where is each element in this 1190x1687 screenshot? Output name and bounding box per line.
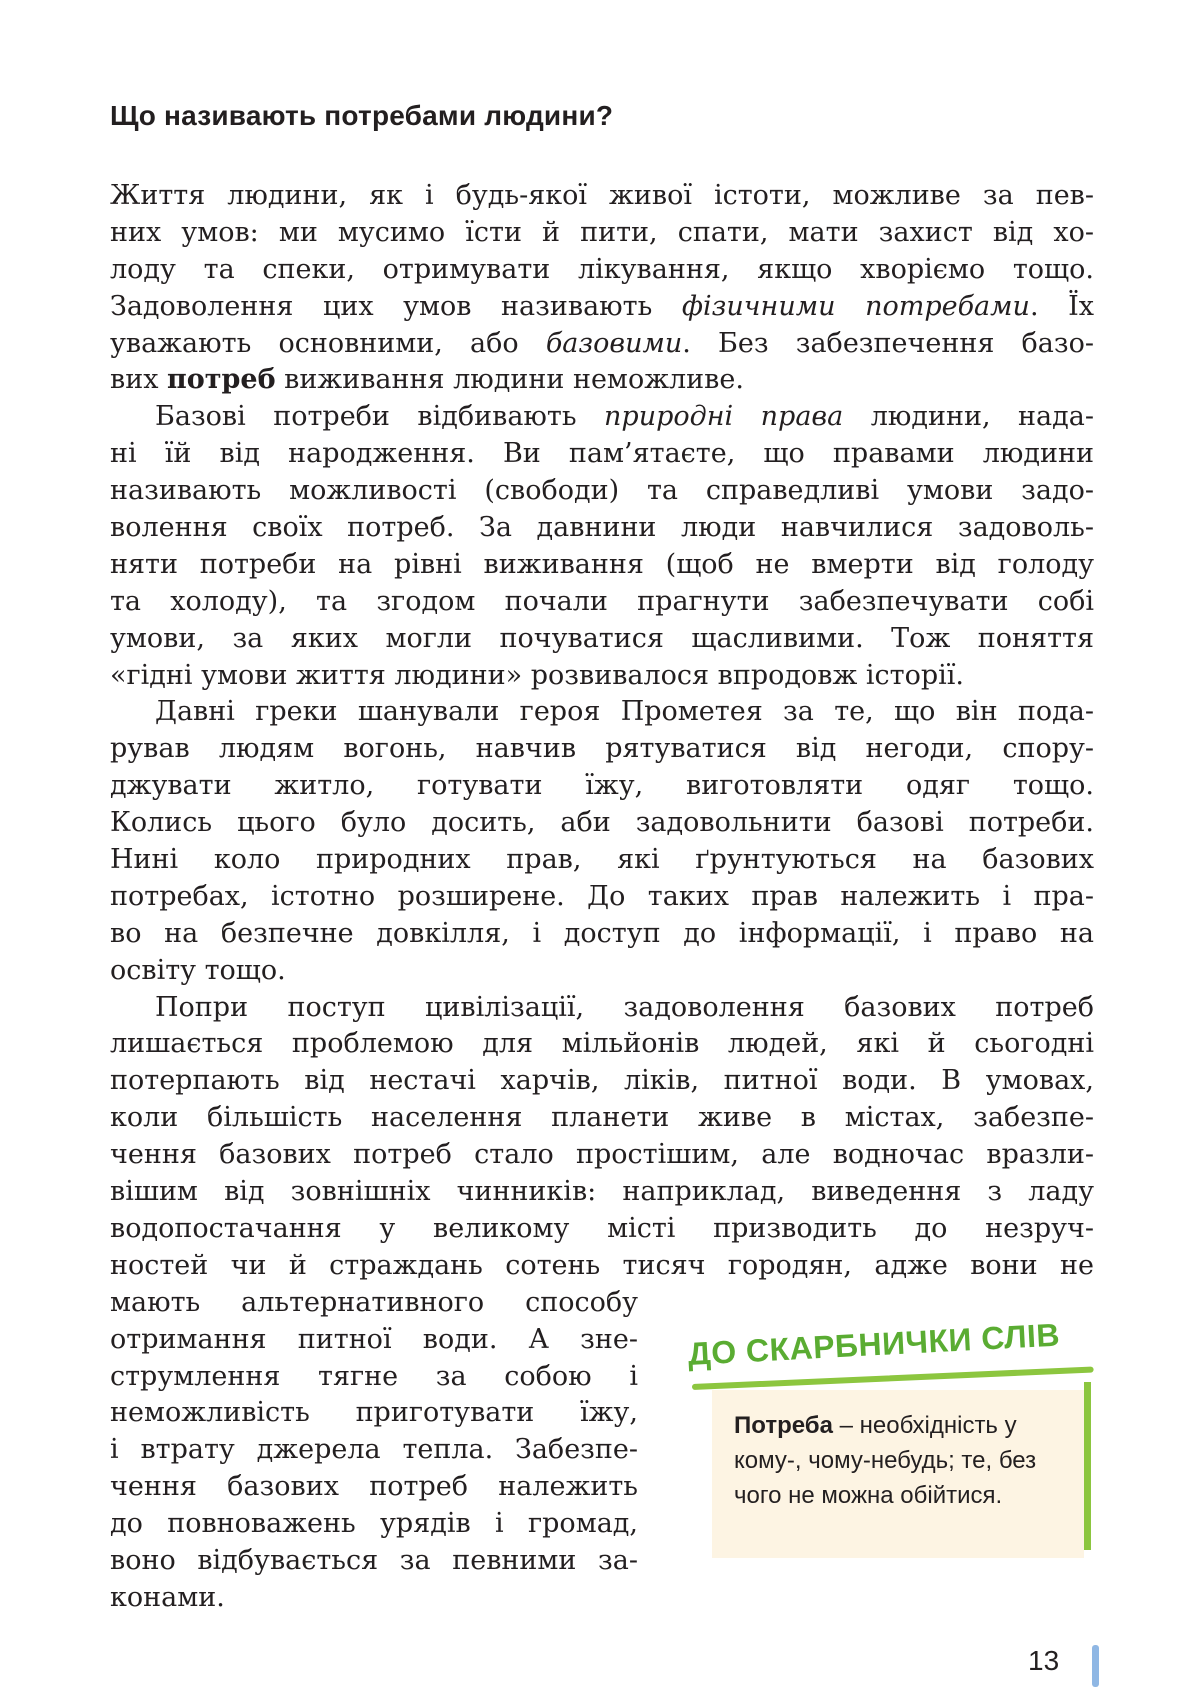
text-line: струмлення тягне за собою і: [110, 1360, 638, 1392]
text-line: Колись цього було досить, аби задовольнити базові потреби.: [110, 807, 1094, 839]
text-line: [110, 326, 1094, 363]
text-line: волення своїх потреб. За давнини люди навчилися задоволь-: [110, 512, 1094, 544]
text-line: освіту тощо.: [110, 954, 286, 986]
bold-term: потреб: [167, 364, 276, 396]
text-line: отримання питної води. А зне-: [110, 1323, 638, 1355]
text-line: рував людям вогонь, навчив рятуватися від негоди, спору-: [110, 733, 1094, 765]
glossary-divider: [692, 1366, 1094, 1390]
italic-term: фізичними потребами: [681, 290, 1030, 322]
text-run: Задоволення цих умов називають: [110, 290, 682, 322]
text-line: і втрату джерела тепла. Забезпе-: [110, 1434, 638, 1466]
text-line: [110, 289, 1094, 326]
text-line: та холоду), та згодом почали прагнути забезпечувати собі: [110, 585, 1094, 617]
text-run: . Їх: [1029, 290, 1094, 322]
text-run: уважають основними, або: [110, 327, 546, 359]
text-line: [110, 399, 1094, 436]
text-line: лишається проблемою для мільйонів людей, які й сьогодні: [110, 1028, 1094, 1060]
italic-term: базовими: [545, 327, 683, 359]
text-line: во на безпечне довкілля, і доступ до інформації, і право на: [110, 917, 1094, 949]
text-run: людини, нада-: [843, 401, 1094, 433]
page-number: 13: [1028, 1645, 1060, 1676]
glossary-term: Потреба: [734, 1412, 833, 1439]
text-line: «гідні умови життя людини» розвивалося впродовж історії.: [110, 659, 964, 691]
section-heading: Що називають потребами людини?: [110, 100, 614, 131]
text-line: мають альтернативного способу: [110, 1286, 638, 1318]
text-line: чення базових потреб належить: [110, 1471, 638, 1503]
page-marker: [1092, 1645, 1099, 1687]
text-line: Нині коло природних прав, які ґрунтуються на базових: [110, 844, 1094, 876]
text-line: лоду та спеки, отримувати лікування, якщо хворіємо тощо.: [110, 253, 1094, 285]
text-line: них умов: ми мусимо їсти й пити, спати, мати захист від хо-: [110, 216, 1094, 248]
text-line: воно відбувається за певними за-: [110, 1544, 638, 1576]
text-line: потерпають від нестачі харчів, ліків, питної води. В умовах,: [110, 1065, 1094, 1097]
paragraph: [110, 694, 1094, 989]
text-run: виживання людини неможливе.: [275, 364, 744, 396]
glossary-box: [688, 1318, 1093, 1578]
text-line: Давні греки шанували героя Прометея за те, що він пода-: [155, 696, 1094, 728]
text-line: [110, 362, 1094, 399]
text-run: . Без забезпечення базо-: [682, 327, 1094, 359]
text-line: няти потреби на рівні виживання (щоб не вмерти від голоду: [110, 548, 1094, 580]
text-line: ні їй від народження. Ви пам’ятаєте, що правами людини: [110, 438, 1094, 470]
text-line: неможливість приготувати їжу,: [110, 1397, 638, 1429]
text-line: потребах, істотно розширене. До таких прав належить і пра-: [110, 880, 1094, 912]
text-line: чення базових потреб стало простішим, але водночас вразли-: [110, 1139, 1094, 1171]
text-line: називають можливості (свободи) та справедливі умови задо-: [110, 475, 1094, 507]
text-line: джувати житло, готувати їжу, виготовляти одяг тощо.: [110, 770, 1094, 802]
text-line: коли більшість населення планети живе в містах, забезпе-: [110, 1102, 1094, 1134]
text-line: до повноважень урядів і громад,: [110, 1508, 638, 1540]
text-line: Попри поступ цивілізації, задоволення базових потреб: [155, 991, 1094, 1023]
glossary-definition: [712, 1390, 1084, 1558]
text-line: умови, за яких могли почуватися щасливими. Тож поняття: [110, 622, 1094, 654]
paragraph: [110, 178, 1094, 399]
paragraph: [110, 399, 1094, 694]
text-line: ностей чи й страждань сотень тисяч городян, адже вони не: [110, 1249, 1094, 1281]
italic-term: природні права: [604, 401, 844, 433]
text-run: Базові потреби відбивають: [155, 401, 605, 433]
glossary-title: ДО СКАРБНИЧКИ СЛІВ: [687, 1316, 1061, 1372]
text-line: водопостачання у великому місті призводить до незруч-: [110, 1212, 1094, 1244]
text-line: Життя людини, як і будь-якої живої істоти, можливе за пев-: [110, 180, 1094, 211]
text-run: вих: [110, 364, 168, 396]
glossary-definition-text: – необхідність у кому-, чому-небудь; те, без чого не можна обійтися.: [734, 1412, 1037, 1509]
glossary-frame: [1084, 1382, 1091, 1550]
text-line: вішим від зовнішніх чинників: наприклад, виведення з ладу: [110, 1176, 1094, 1208]
text-line: конами.: [110, 1581, 225, 1613]
